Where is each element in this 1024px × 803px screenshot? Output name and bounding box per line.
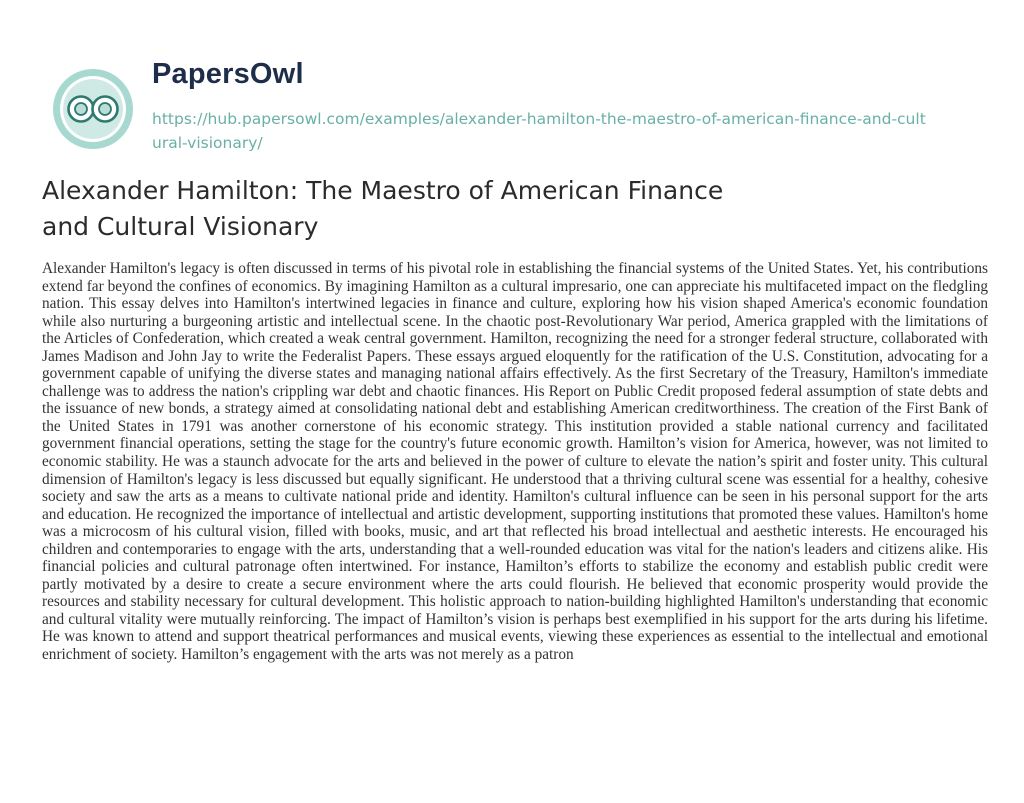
source-url-link[interactable]: https://hub.papersowl.com/examples/alexander-hamilton-the-maestro-of-american-finance-and-cultural-visionary/ (152, 110, 926, 152)
article-title: Alexander Hamilton: The Maestro of American Finance and Cultural Visionary (42, 176, 724, 241)
article-body: Alexander Hamilton's legacy is often discussed in terms of his pivotal role in establishing the financial systems of the United States. Yet, his contributions extend far beyond the confines of economics. By imagining Hamilton as a cultural impresario, one can appreciate his multifaceted impact on the fledgling nation. This essay delves into Hamilton's intertwined legacies in finance and culture, exploring how his vision shaped America's economic foundation while also nurturing a burgeoning artistic and intellectual scene. In the chaotic post-Revolutionary War period, America grappled with the limitations of the Articles of Confederation, which created a weak central government. Hamilton, recognizing the need for a stronger federal structure, collaborated with James Madison and John Jay to write the Federalist Papers. These essays argued eloquently for the ratification of the U.S. Constitution, advocating for a government capable of unifying the diverse states and managing national affairs effectively. As the first Secretary of the Treasury, Hamilton's immediate challenge was to address the nation's crippling war debt and chaotic finances. His Report on Public Credit proposed federal assumption of state debts and the issuance of new bonds, a strategy aimed at consolidating national debt and establishing American creditworthiness. The creation of the First Bank of the United States in 1791 was another cornerstone of his economic strategy. This institution provided a stable national currency and facilitated government financial operations, setting the stage for the country's future economic growth. Hamilton’s vision for America, however, was not limited to economic stability. He was a staunch advocate for the arts and believed in the power of culture to elevate the nation’s spirit and foster unity. This cultural dimension of Hamilton's legacy is less discussed but equally significant. He understood that a thriving cultural scene was essential for a healthy, cohesive society and saw the arts as a means to cultivate national pride and identity. Hamilton's cultural influence can be seen in his personal support for the arts and education. He recognized the importance of intellectual and artistic development, supporting institutions that promoted these values. Hamilton's home was a microcosm of his cultural vision, filled with books, music, and art that reflected his broad intellectual and aesthetic interests. He encouraged his children and contemporaries to engage with the arts, understanding that a well-rounded education was vital for the nation's leaders and citizens alike. His financial policies and cultural patronage often intertwined. For instance, Hamilton’s efforts to stabilize the economy and establish public credit were partly motivated by a desire to create a secure environment where the arts could flourish. He believed that economic prosperity would provide the resources and stability necessary for cultural development. This holistic approach to nation-building highlighted Hamilton's understanding that economic and cultural vitality were mutually reinforcing. The impact of Hamilton’s vision is perhaps best exemplified in his support for the arts during his lifetime. He was known to attend and support theatrical performances and musical events, viewing these experiences as essential to the intellectual and emotional enrichment of society. Hamilton’s engagement with the arts was not merely as a patron (42, 260, 988, 664)
owl-eyes-logo-icon[interactable] (48, 64, 138, 154)
brand-name[interactable]: PapersOwl (152, 58, 304, 90)
site-header (42, 50, 982, 160)
